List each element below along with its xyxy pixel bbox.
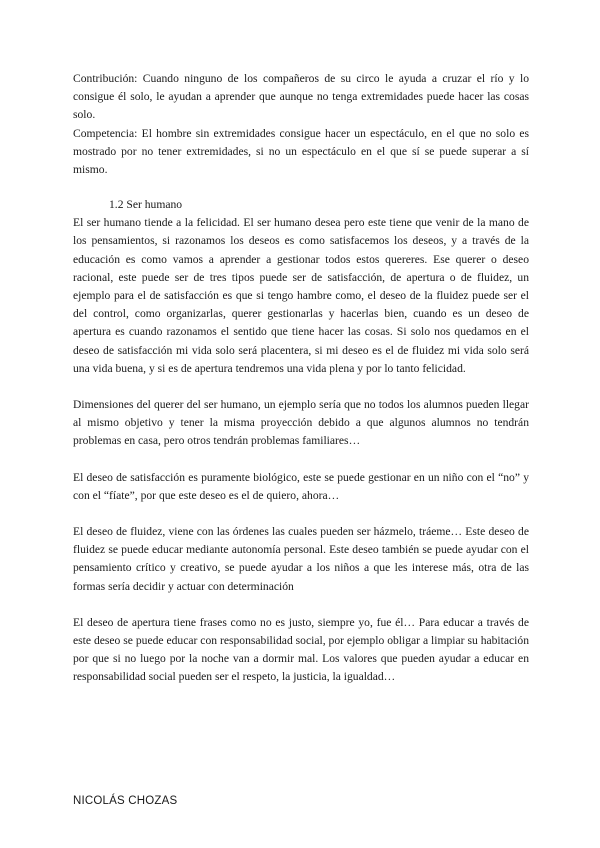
body-paragraph-openness: El deseo de apertura tiene frases como no es justo, siempre yo, fue él… Para educar a través de este deseo se puede educar con responsabilidad social, por ejemplo obligar a limpiar su habitación por que si no luego por la noche van a dormir mal. Los valores que pueden ayudar a educar en responsabilidad social pueden ser el respeto, la justicia, la igualdad…: [73, 615, 529, 684]
section-heading: 1.2 Ser humano: [109, 198, 183, 212]
spacer: [73, 179, 529, 196]
contribution-paragraph: Contribución: Cuando ninguno de los compañeros de su circo le ayuda a cruzar el río y lo consigue él solo, le ayudan a aprender que aunque no tenga extremidades puede hacer las cosas solo.: [73, 72, 529, 122]
spacer: [73, 451, 529, 469]
body-paragraph-fluidity: El deseo de fluidez, viene con las órdenes las cuales pueden ser házmelo, tráeme… Este deseo de fluidez se puede educar mediante autonomía personal. Este deseo también se puede ayudar con el pensamiento crítico y creativo, se puede ayudar a los niños a que les interese más, otra de las formas sería decidir y actuar con determinación: [73, 525, 529, 593]
footer-author: NICOLÁS CHOZAS: [73, 795, 178, 807]
spacer: [73, 378, 529, 396]
spacer: [73, 505, 529, 523]
spacer: [73, 596, 529, 614]
competence-paragraph: Competencia: El hombre sin extremidades consigue hacer un espectáculo, en el que no solo es mostrado por no tener extremidades, si no un espectáculo en el que sí se puede superar a sí mismo.: [73, 126, 529, 177]
document-page: [73, 70, 529, 687]
body-paragraph-dimensions: Dimensiones del querer del ser humano, un ejemplo sería que no todos los alumnos pueden llegar al mismo objetivo y tener la misma proyección debido a que algunos alumnos no tendrán problemas en casa, pero otros tendrán problemas familiares…: [73, 398, 529, 448]
body-paragraph-satisfaction: El deseo de satisfacción es puramente biológico, este se puede gestionar en un niño con el “no” y con el “fíate”, por que este deseo es el de quiero, ahora…: [73, 470, 529, 502]
body-paragraph-human-being: El ser humano tiende a la felicidad. El ser humano desea pero este tiene que venir de la mano de los pensamientos, si razonamos los deseos es como satisfacemos los deseos, y a través de la educación es como vamos a aprender a gestionar todos estos quereres. Ese querer o deseo racional, este puede ser de tres tipos puede ser de satisfacción, de apertura o de fluidez, un ejemplo para el de satisfacción es que si tengo hambre como, el deseo de la fluidez puede ser el del control, como organizarlas, querer gestionarlas y hacerlas bien, cuando es un deseo de apertura es cuando razonamos el sentido que tiene hacer las cosas. Si solo nos quedamos en el deseo de satisfacción mi vida solo será placentera, si mi deseo es el de fluidez mi vida solo será una vida buena, y si es de apertura tendremos una vida plena y por lo tanto felicidad.: [73, 216, 529, 375]
